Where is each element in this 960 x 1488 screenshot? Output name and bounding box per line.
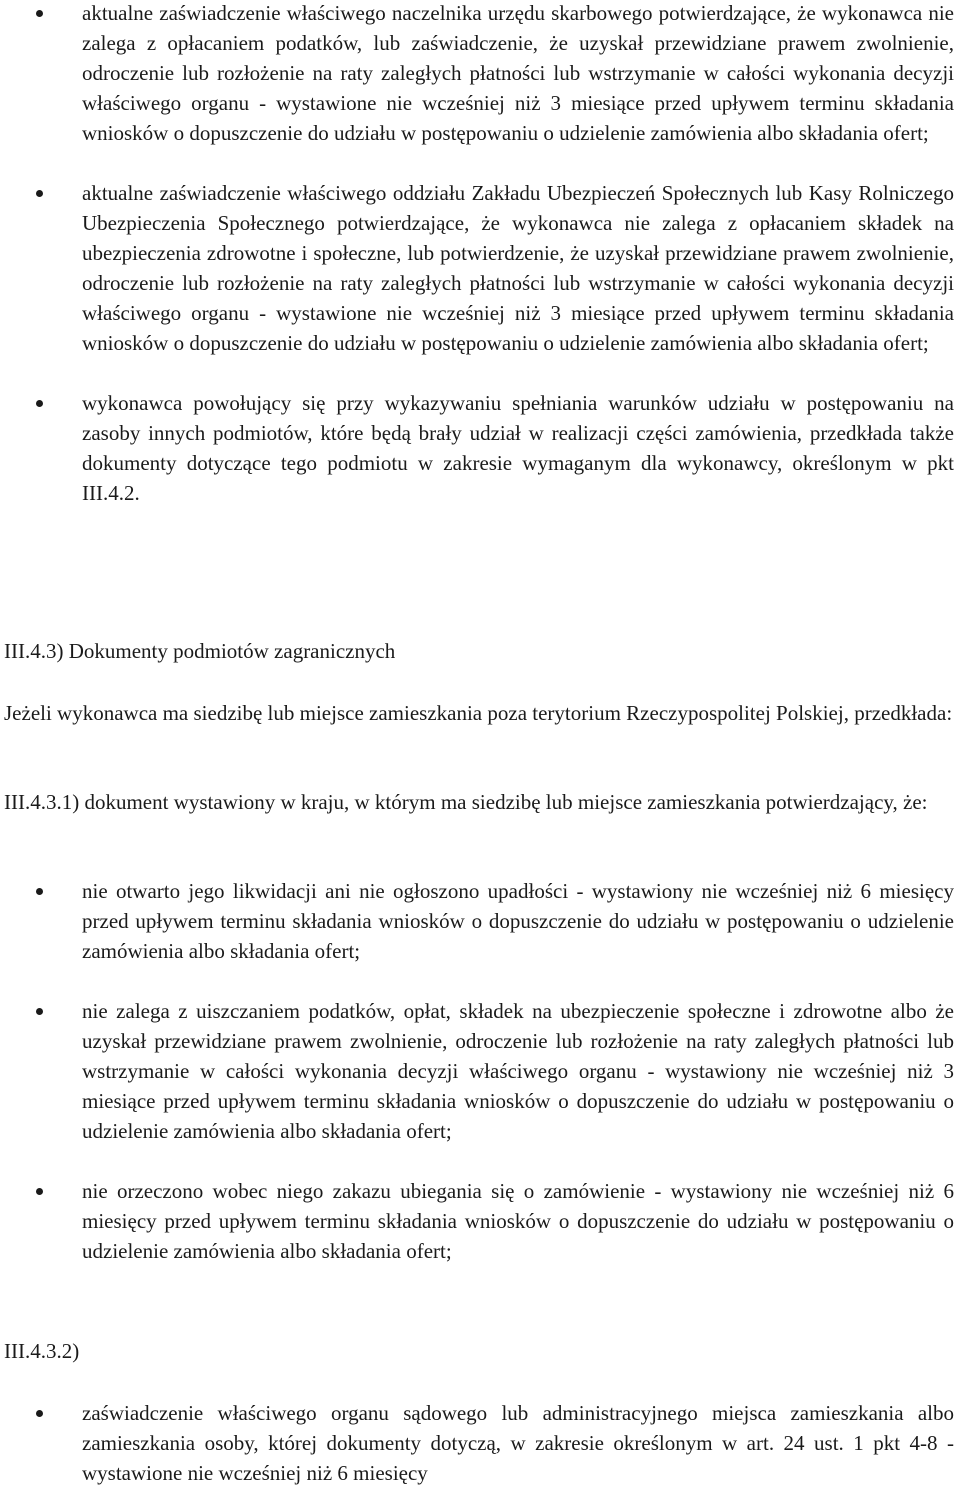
list-item-text: nie zalega z uiszczaniem podatków, opłat, składek na ubezpieczenie społeczne i zdrowotne albo że uzyskał przewidziane prawem zwolnienie, odroczenie lub rozłożenie na raty zaległych płatności lub wstrzymanie w całości wykonania decyzji właściwego organu - wystawiony nie wcześniej niż 3 miesiące przed upływem terminu składania wniosków o dopuszczenie do udziału w postępowaniu o udzielenie zamówienia albo składania ofert; bbox=[82, 999, 954, 1143]
list-item-text: nie orzeczono wobec niego zakazu ubiegania się o zamówienie - wystawiony nie wcześniej niż 6 miesięcy przed upływem terminu składania wniosków o dopuszczenie do udziału w postępowaniu o udzielenie zamówienia albo składania ofert; bbox=[82, 1179, 954, 1263]
list-item bbox=[0, 0, 960, 148]
paragraph: Jeżeli wykonawca ma siedzibę lub miejsce zamieszkania poza terytorium Rzeczypospolitej Polskiej, przedkłada: bbox=[4, 701, 953, 725]
court-certificate-list bbox=[0, 1398, 960, 1488]
list-item bbox=[0, 996, 960, 1146]
list-item bbox=[0, 178, 960, 358]
list-item-text: wykonawca powołujący się przy wykazywaniu spełniania warunków udziału w postępowaniu na zasoby innych podmiotów, które będą brały udział w realizacji części zamówienia, przedkłada także dokumenty dotyczące tego podmiotu w zakresie wymaganym dla wykonawcy, określonym w pkt III.4.2. bbox=[82, 391, 954, 505]
list-item-text: zaświadczenie właściwego organu sądowego lub administracyjnego miejsca zamieszkania albo zamieszkania osoby, której dokumenty dotyczą, w zakresie określonym w art. 24 ust. 1 pkt 4-8 - wystawione nie wcześniej niż 6 miesięcy bbox=[82, 1401, 954, 1485]
paragraph: III.4.3.1) dokument wystawiony w kraju, w którym ma siedzibę lub miejsce zamieszkania potwierdzający, że: bbox=[4, 790, 928, 814]
bullet-icon bbox=[36, 1188, 43, 1195]
section-heading: III.4.3) Dokumenty podmiotów zagranicznych bbox=[4, 639, 396, 663]
bullet-icon bbox=[36, 1008, 43, 1015]
list-item bbox=[0, 1176, 960, 1266]
bullet-icon bbox=[36, 190, 43, 197]
bullet-icon bbox=[36, 400, 43, 407]
foreign-documents-list bbox=[0, 876, 960, 1266]
list-item bbox=[0, 388, 960, 508]
list-item-text: aktualne zaświadczenie właściwego oddziału Zakładu Ubezpieczeń Społecznych lub Kasy Rolniczego Ubezpieczenia Społecznego potwierdzające, że wykonawca nie zalega z opłacaniem składek na ubezpieczenia zdrowotne i społeczne, lub potwierdzenie, że uzyskał przewidziane prawem zwolnienie, odroczenie lub rozłożenie na raty zaległych płatności lub wstrzymanie w całości wykonania decyzji właściwego organu - wystawione nie wcześniej niż 3 miesiące przed upływem terminu składania wniosków o dopuszczenie do udziału w postępowaniu o udzielenie zamówienia albo składania ofert; bbox=[82, 181, 954, 355]
list-item-text: aktualne zaświadczenie właściwego naczelnika urzędu skarbowego potwierdzające, że wykonawca nie zalega z opłacaniem podatków, lub zaświadczenie, że uzyskał przewidziane prawem zwolnienie, odroczenie lub rozłożenie na raty zaległych płatności lub wstrzymanie w całości wykonania decyzji właściwego organu - wystawione nie wcześniej niż 3 miesiące przed upływem terminu składania wniosków o dopuszczenie do udziału w postępowaniu o udzielenie zamówienia albo składania ofert; bbox=[82, 1, 954, 145]
bullet-icon bbox=[36, 1410, 43, 1417]
bullet-icon bbox=[36, 888, 43, 895]
bullet-icon bbox=[36, 10, 43, 17]
section-heading: III.4.3.2) bbox=[4, 1339, 80, 1363]
requirements-list bbox=[0, 0, 960, 508]
list-item bbox=[0, 876, 960, 966]
list-item bbox=[0, 1398, 960, 1488]
list-item-text: nie otwarto jego likwidacji ani nie ogłoszono upadłości - wystawiony nie wcześniej niż 6 miesięcy przed upływem terminu składania wniosków o dopuszczenie do udziału w postępowaniu o udzielenie zamówienia albo składania ofert; bbox=[82, 879, 954, 963]
